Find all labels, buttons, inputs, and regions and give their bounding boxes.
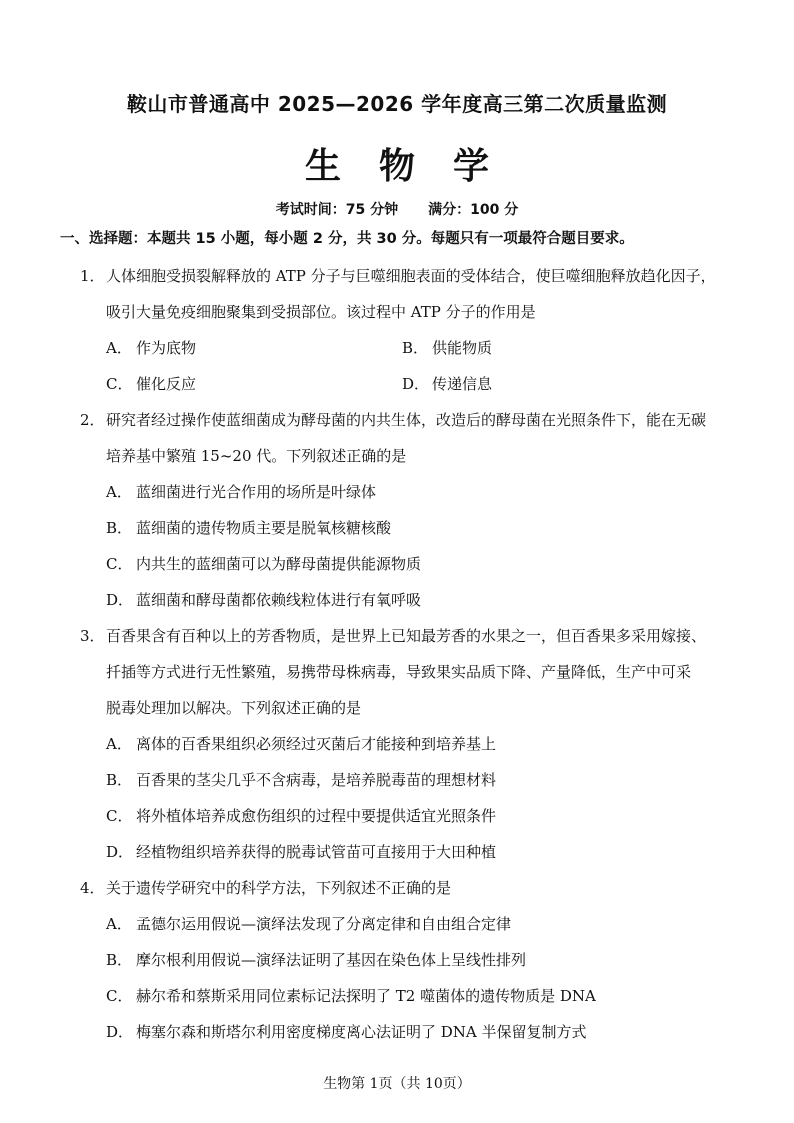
- question-list: [80, 258, 780, 1050]
- option-a[interactable]: [80, 726, 780, 762]
- option-text: 赫尔希和蔡斯采用同位素标记法探明了 T2 噬菌体的遗传物质是 DNA: [136, 987, 596, 1005]
- option-text: 蓝细菌的遗传物质主要是脱氧核糖核酸: [136, 519, 392, 537]
- question-2: [80, 402, 780, 618]
- option-letter: D．: [106, 591, 134, 609]
- stem-line: 脱毒处理加以解决。下列叙述正确的是: [106, 699, 362, 717]
- option-text: 孟德尔运用假说—演绎法发现了分离定律和自由组合定律: [136, 915, 512, 933]
- stem-line: 人体细胞受损裂解释放的 ATP 分子与巨噬细胞表面的受体结合，使巨噬细胞释放趋化因子，: [106, 267, 716, 285]
- option-letter: C．: [106, 987, 133, 1005]
- question-stem: [80, 870, 780, 906]
- option-text: 催化反应: [136, 375, 197, 393]
- option-letter: B．: [106, 771, 133, 789]
- option-c[interactable]: [80, 546, 780, 582]
- option-b[interactable]: [80, 762, 780, 798]
- question-3: [80, 618, 780, 870]
- option-text: 经植物组织培养获得的脱毒试管苗可直接用于大田种植: [136, 843, 497, 861]
- page-footer: 生物第 1页（共 10页）: [323, 1076, 471, 1092]
- option-letter: B．: [402, 339, 429, 357]
- stem-line: 研究者经过操作使蓝细菌成为酵母菌的内共生体，改造后的酵母菌在光照条件下，能在无碳: [106, 411, 707, 429]
- option-a[interactable]: [80, 474, 780, 510]
- option-a[interactable]: [106, 330, 402, 366]
- question-number: 3．: [80, 627, 105, 645]
- option-text: 蓝细菌和酵母菌都依赖线粒体进行有氧呼吸: [136, 591, 422, 609]
- question-stem: [80, 258, 780, 330]
- option-c[interactable]: [106, 366, 402, 402]
- question-number: 2．: [80, 411, 105, 429]
- option-text: 传递信息: [432, 375, 493, 393]
- stem-line: 百香果含有百种以上的芳香物质，是世界上已知最芳香的水果之一，但百香果多采用嫁接、: [106, 627, 707, 645]
- option-text: 梅塞尔森和斯塔尔利用密度梯度离心法证明了 DNA 半保留复制方式: [136, 1023, 587, 1041]
- option-letter: C．: [106, 807, 133, 825]
- option-letter: D．: [106, 843, 134, 861]
- exam-time: 考试时间：75 分钟: [275, 202, 399, 218]
- option-b[interactable]: [402, 330, 780, 366]
- stem-line: 培养基中繁殖 15~20 代。下列叙述正确的是: [106, 447, 407, 465]
- option-text: 摩尔根利用假说—演绎法证明了基因在染色体上呈线性排列: [136, 951, 527, 969]
- option-text: 蓝细菌进行光合作用的场所是叶绿体: [136, 483, 377, 501]
- option-c[interactable]: [80, 978, 780, 1014]
- option-letter: A．: [106, 483, 132, 501]
- option-c[interactable]: [80, 798, 780, 834]
- stem-line: 关于遗传学研究中的科学方法，下列叙述不正确的是: [106, 879, 452, 897]
- exam-meta: [0, 199, 794, 219]
- option-d[interactable]: [402, 366, 780, 402]
- option-letter: B．: [106, 951, 133, 969]
- option-d[interactable]: [80, 1014, 780, 1050]
- section-heading: 一、选择题：本题共 15 小题，每小题 2 分，共 30 分。每题只有一项最符合题目要求。: [60, 231, 634, 247]
- option-letter: D．: [106, 1023, 134, 1041]
- option-text: 供能物质: [432, 339, 493, 357]
- option-text: 作为底物: [136, 339, 197, 357]
- option-d[interactable]: [80, 582, 780, 618]
- stem-line: 扦插等方式进行无性繁殖，易携带母株病毒，导致果实品质下降、产量降低，生产中可采: [106, 663, 692, 681]
- subject-title: 生物学: [304, 146, 527, 187]
- option-letter: D．: [402, 375, 430, 393]
- option-text: 内共生的蓝细菌可以为酵母菌提供能源物质: [136, 555, 422, 573]
- option-grid: [80, 330, 780, 402]
- option-text: 将外植体培养成愈伤组织的过程中要提供适宜光照条件: [136, 807, 497, 825]
- question-4: [80, 870, 780, 1050]
- question-1: [80, 258, 780, 402]
- option-letter: C．: [106, 555, 133, 573]
- option-letter: A．: [106, 915, 132, 933]
- exam-title: 鞍山市普通高中 2025—2026 学年度高三第二次质量监测: [126, 92, 668, 116]
- option-letter: A．: [106, 339, 132, 357]
- question-stem: [80, 402, 780, 474]
- stem-line: 吸引大量免疫细胞聚集到受损部位。该过程中 ATP 分子的作用是: [106, 303, 536, 321]
- question-number: 4．: [80, 879, 105, 897]
- option-letter: B．: [106, 519, 133, 537]
- option-a[interactable]: [80, 906, 780, 942]
- exam-full-score: 满分：100 分: [428, 202, 519, 218]
- option-letter: A．: [106, 735, 132, 753]
- option-text: 百香果的茎尖几乎不含病毒，是培养脱毒苗的理想材料: [136, 771, 497, 789]
- option-b[interactable]: [80, 510, 780, 546]
- option-text: 离体的百香果组织必须经过灭菌后才能接种到培养基上: [136, 735, 497, 753]
- question-number: 1．: [80, 267, 105, 285]
- option-d[interactable]: [80, 834, 780, 870]
- option-letter: C．: [106, 375, 133, 393]
- option-b[interactable]: [80, 942, 780, 978]
- question-stem: [80, 618, 780, 726]
